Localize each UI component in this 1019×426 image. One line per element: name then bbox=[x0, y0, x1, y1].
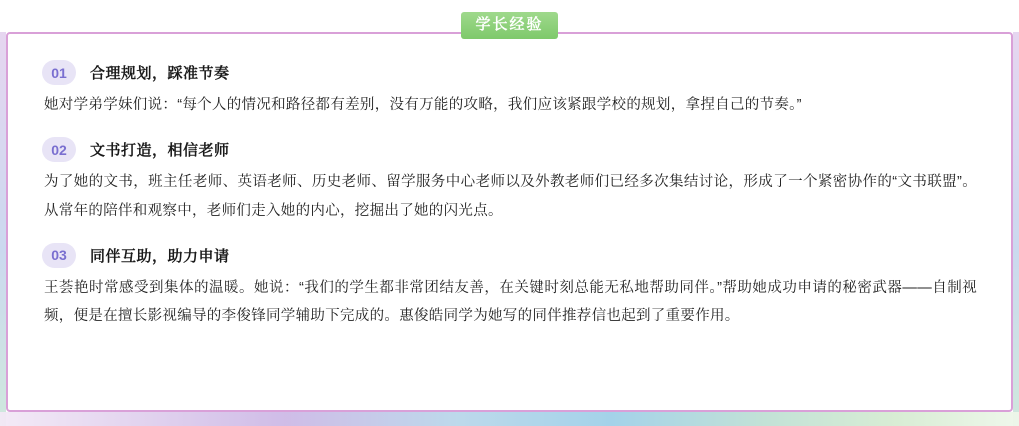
experience-card bbox=[6, 32, 1013, 412]
list-item-body: 为了她的文书，班主任老师、英语老师、历史老师、留学服务中心老师以及外教老师们已经多次集结讨论，形成了一个紧密协作的“文书联盟”。从常年的陪伴和观察中，老师们走入她的内心，挖掘出了她的闪光点。 bbox=[44, 174, 977, 219]
list-item-title: 同伴互助，助力申请 bbox=[90, 247, 230, 265]
section-title-badge: 学长经验 bbox=[461, 12, 557, 39]
list-item-number: 02 bbox=[42, 137, 76, 162]
right-gradient-edge bbox=[1013, 32, 1019, 426]
section-title-bar bbox=[0, 12, 1019, 39]
list-item bbox=[42, 60, 977, 119]
list-item-body: 王荟艳时常感受到集体的温暖。她说：“我们的学生都非常团结友善，在关键时刻总能无私地帮助同伴。”帮助她成功申请的秘密武器——自制视频，便是在擅长影视编导的李俊锋同学辅助下完成的。惠俊皓同学为她写的同伴推荐信也起到了重要作用。 bbox=[44, 279, 977, 325]
experience-card-content bbox=[8, 34, 1011, 344]
list-item-body: 她对学弟学妹们说：“每个人的情况和路径都有差别，没有万能的攻略，我们应该紧跟学校的规划，拿捏自己的节奏。” bbox=[44, 97, 802, 113]
list-item bbox=[42, 243, 977, 331]
list-item-number: 01 bbox=[42, 60, 76, 85]
list-item bbox=[42, 137, 977, 225]
bottom-gradient-strip bbox=[0, 412, 1019, 426]
list-item-header bbox=[42, 60, 977, 85]
list-item-header bbox=[42, 137, 977, 162]
list-item-title: 文书打造，相信老师 bbox=[90, 142, 230, 160]
list-item-number: 03 bbox=[42, 243, 76, 268]
list-item-title: 合理规划，踩准节奏 bbox=[90, 65, 230, 82]
list-item-header bbox=[42, 243, 977, 268]
